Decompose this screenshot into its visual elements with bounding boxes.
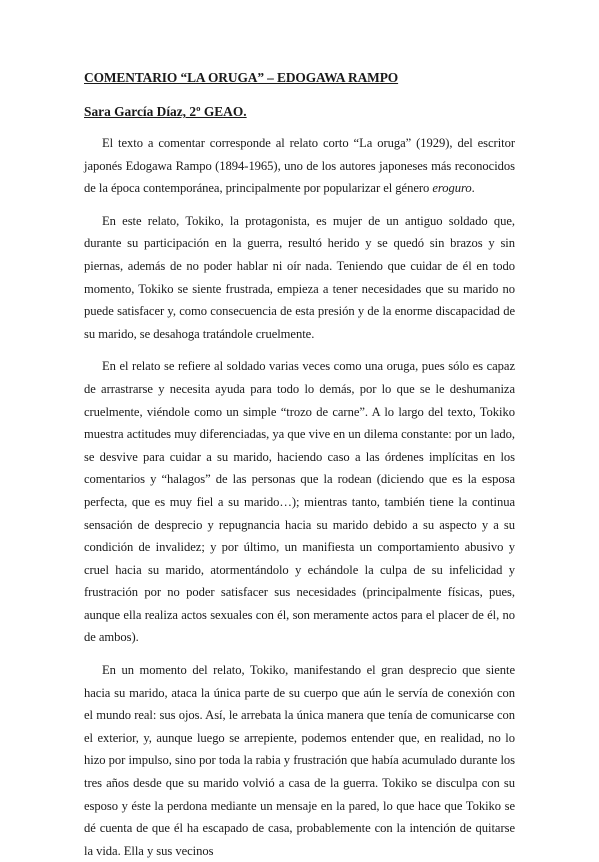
document-title: COMENTARIO “LA ORUGA” – EDOGAWA RAMPO [84, 70, 399, 85]
paragraph-climax: En un momento del relato, Tokiko, manifestando el gran desprecio que siente hacia su marido, ataca la única parte de su cuerpo que aún le servía de conexión con el mundo real: sus ojos. Así, le arrebata la única manera que tenía de comunicarse con el exterior, y, aunque luego se arrepiente, podemos entender que, en realidad, no lo hizo por impulso, sino por toda la rabia y frustración que había acumulado durante los tres años desde que su marido volvió a casa de la guerra. Tokiko se disculpa con su esposo y éste la perdona mediante un mensaje en la pared, lo que hace que Tokiko se dé cuenta de que él ha escapado de casa, probablemente con la intención de quitarse la vida. Ella y sus vecinos [84, 663, 515, 858]
paragraph-summary: En este relato, Tokiko, la protagonista, es mujer de un antiguo soldado que, durante su participación en la guerra, resultó herido y se quedó sin brazos y sin piernas, además de no poder hablar ni oír nada. Teniendo que cuidar de él en todo momento, Tokiko se siente frustrada, empieza a tener necesidades que su marido no puede satisfacer y, como consecuencia de esta presión y de la enorme discapacidad de su marido, se desahoga tratándole cruelmente. [84, 213, 515, 341]
paragraph-introduction-end: . [471, 181, 475, 196]
genre-emphasis: eroguro [432, 181, 472, 196]
paragraph-introduction [84, 132, 515, 200]
paragraph-analysis: En el relato se refiere al soldado varias veces como una oruga, pues sólo es capaz de arrastrarse y necesita ayuda para todo lo demás, por lo que se le deshumaniza cruelmente, viéndole como un simple “trozo de carne”. A lo largo del texto, Tokiko muestra actitudes muy diferenciadas, ya que vive en un dilema constante: por un lado, se desvive para cuidar a su marido, haciendo caso a las órdenes implícitas en los comentarios y “halagos” de las personas que la rodean (diciendo que es la esposa perfecta, que es muy fiel a su marido…); mientras tanto, también tiene la continua sensación de desprecio y repugnancia hacia su marido debido a su aspecto y a su condición de invalidez; y por último, un manifiesta un comportamiento abusivo y cruel hacia su marido, atormentándolo y echándole la culpa de su infelicidad y frustración por no poder satisfacer sus necesidades (principalmente físicas, pues, aunque ella realiza actos sexuales con él, son meramente actos para el placer de él, no de ambos). [84, 359, 515, 645]
paragraph-introduction-text: El texto a comentar corresponde al relato corto “La oruga” (1929), del escritor japonés Edogawa Rampo (1894-1965), uno de los autores japoneses más reconocidos de la época contemporánea, principalmente por popularizar el género [84, 136, 515, 196]
author-line: Sara García Díaz, 2º GEAO. [84, 104, 247, 119]
